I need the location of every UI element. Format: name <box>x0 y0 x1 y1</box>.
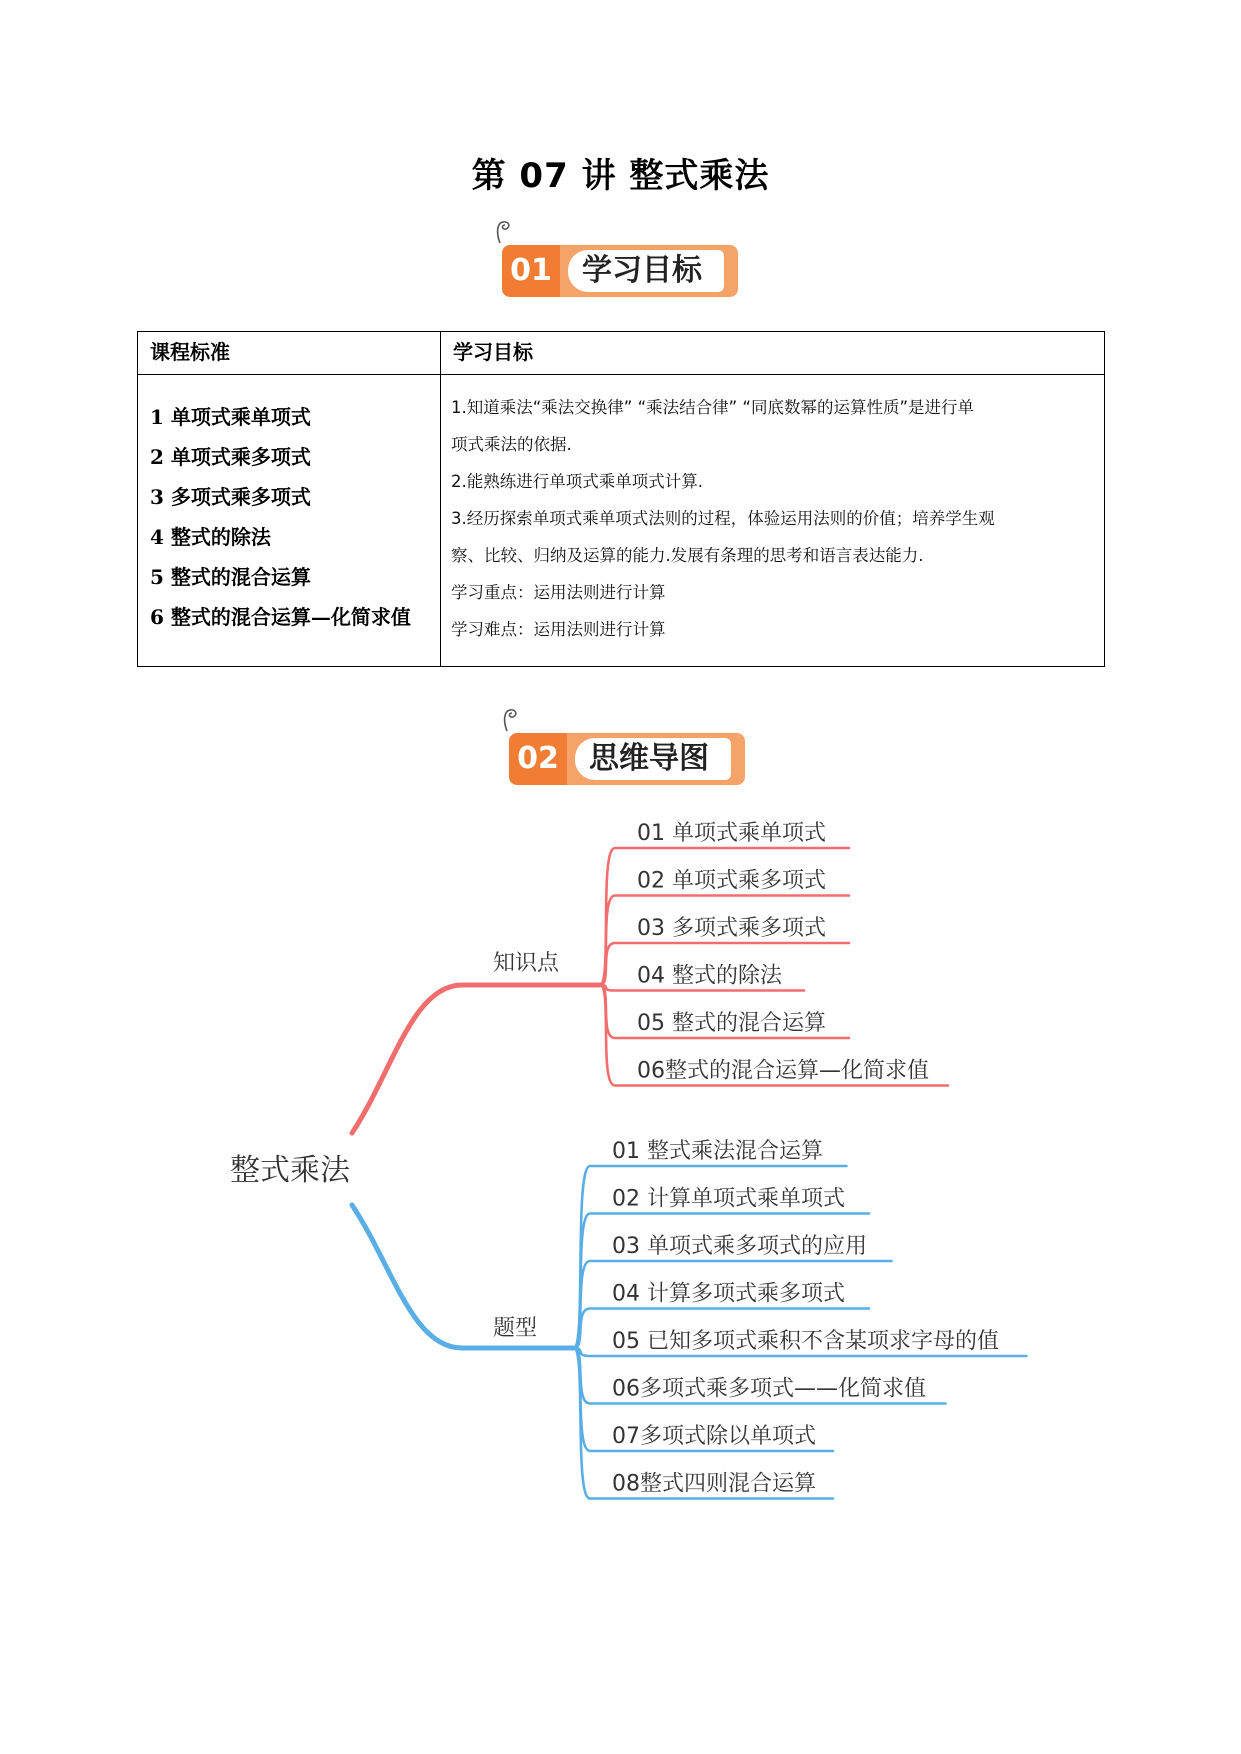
mindmap-trunk <box>352 985 600 1133</box>
mindmap-leaf: 08整式四则混合运算 <box>612 1471 816 1497</box>
mindmap-leaf: 06整式的混合运算—化简求值 <box>637 1058 929 1084</box>
paperclip-icon <box>494 219 516 245</box>
objectives-cell <box>441 375 1105 667</box>
mindmap-leaf: 04 计算多项式乘多项式 <box>612 1281 845 1307</box>
paperclip-icon <box>501 707 523 733</box>
standard-item: 5 整式的混合运算 <box>150 565 311 589</box>
mindmap-leaf: 06多项式乘多项式——化简求值 <box>612 1376 926 1402</box>
objective-line: 3.经历探索单项式乘单项式法则的过程，体验运用法则的价值；培养学生观 <box>451 509 995 528</box>
section-label: 学习目标 <box>568 250 724 292</box>
mind-map <box>0 800 1241 1560</box>
standard-item: 6 整式的混合运算—化简求值 <box>150 605 411 629</box>
mindmap-leaf: 01 单项式乘单项式 <box>637 821 826 846</box>
objective-line: 学习重点：运用法则进行计算 <box>451 583 666 602</box>
objective-line: 学习难点：运用法则进行计算 <box>451 620 666 639</box>
table-row <box>138 375 1105 667</box>
section-number: 01 <box>502 245 560 297</box>
page-title: 第 07 讲 整式乘法 <box>471 156 770 196</box>
header-objectives: 学习目标 <box>441 332 1105 375</box>
mindmap-leaf: 05 整式的混合运算 <box>637 1011 826 1036</box>
standard-item: 4 整式的除法 <box>150 525 271 549</box>
objective-line: 察、比较、归纳及运算的能力.发展有条理的思考和语言表达能力. <box>451 546 924 565</box>
standard-item: 2 单项式乘多项式 <box>150 445 311 469</box>
mindmap-trunk <box>352 1205 574 1348</box>
section-label-frame <box>560 245 738 297</box>
mindmap-branch-knowledge <box>352 821 948 1133</box>
standards-cell <box>138 375 441 667</box>
mindmap-leaf: 01 整式乘法混合运算 <box>612 1139 823 1164</box>
section-label: 思维导图 <box>575 738 731 780</box>
objective-line: 项式乘法的依据. <box>451 435 572 454</box>
standard-item: 1 单项式乘单项式 <box>150 405 311 429</box>
mindmap-leaf: 05 已知多项式乘积不含某项求字母的值 <box>612 1329 999 1354</box>
mindmap-leaf: 07多项式除以单项式 <box>612 1424 816 1449</box>
mindmap-root: 整式乘法 <box>230 1153 350 1188</box>
section-number: 02 <box>509 733 567 785</box>
standard-item: 3 多项式乘多项式 <box>150 485 311 509</box>
mindmap-branch-label: 知识点 <box>493 951 560 976</box>
mindmap-leaf: 02 计算单项式乘单项式 <box>612 1186 845 1212</box>
mindmap-leaf: 03 单项式乘多项式的应用 <box>612 1234 867 1259</box>
section-label-frame <box>567 733 745 785</box>
mindmap-leaf: 02 单项式乘多项式 <box>637 868 826 894</box>
objective-line: 2.能熟练进行单项式乘单项式计算. <box>451 472 703 491</box>
mindmap-branch-types <box>352 1139 1027 1499</box>
mindmap-branch-label: 题型 <box>493 1316 538 1341</box>
objective-line: 1.知道乘法“乘法交换律” “乘法结合律” “同底数幂的运算性质”是进行单 <box>451 398 975 417</box>
goals-table <box>137 331 1105 667</box>
table-header-row <box>138 332 1105 375</box>
mindmap-leaf: 03 多项式乘多项式 <box>637 916 826 941</box>
mindmap-leaf: 04 整式的除法 <box>637 963 782 989</box>
header-standards: 课程标准 <box>138 332 441 375</box>
